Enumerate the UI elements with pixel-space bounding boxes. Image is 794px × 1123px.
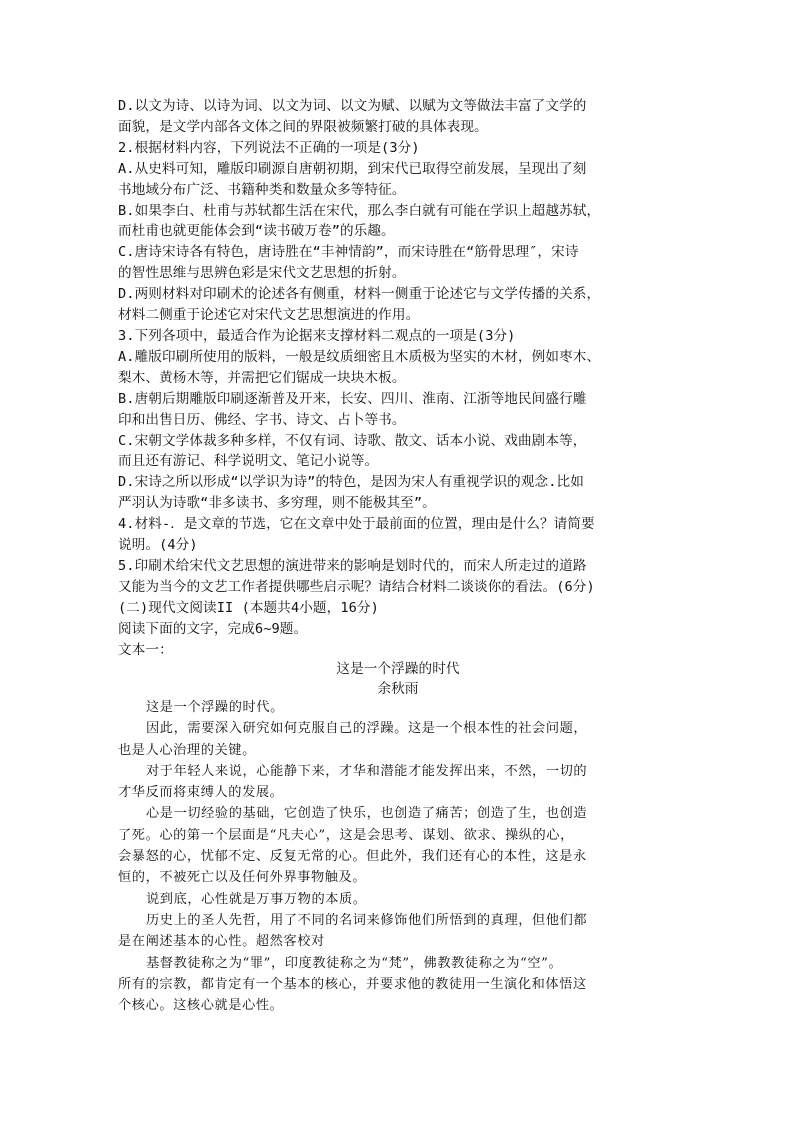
text-line: 印和出售日历、佛经、字书、诗文、占卜等书。 bbox=[118, 411, 406, 428]
text-line: A.雕版印刷所使用的版料，一般是纹质细密且木质极为坚实的木材，例如枣木、 bbox=[118, 348, 601, 365]
text-line: D.两则材料对印刷术的论述各有侧重，材料一侧重于论述它与文学传播的关系， bbox=[118, 286, 601, 303]
passage-line: 对于年轻人来说，心能静下来，才华和潜能才能发挥出来，不然，一切的 bbox=[146, 763, 588, 779]
text-line: C.唐诗宋诗各有特色，唐诗胜在“丰神情韵”，而宋诗胜在“筋骨思理″，宋诗 bbox=[118, 244, 579, 261]
text-line: 材料二侧重于论述它对宋代文艺思想演进的作用。 bbox=[118, 307, 420, 324]
text-line: 阅读下面的文字，完成6~9题。 bbox=[118, 620, 308, 637]
text-line: 的智性思维与思辨色彩是宋代文艺思想的折射。 bbox=[118, 265, 406, 282]
passage-line: 恒的，不被死亡以及任何外界事物触及。 bbox=[118, 870, 367, 886]
text-line: D.以文为诗、以诗为词、以文为词、以文为赋、以赋为文等做法丰富了文学的 bbox=[118, 98, 587, 114]
passage-line: 基督教徒称之为“罪”，印度教徒称之为“梵”，佛教教徒称之为“空”。 bbox=[146, 955, 563, 971]
text-line: 3.下列各项中，最适合作为论据来支撑材料二观点的一项是(3分) bbox=[118, 327, 516, 344]
text-line: 4.材料-．是文章的节选，它在文章中处于最前面的位置，理由是什么？请简要 bbox=[118, 516, 595, 533]
text-line: B.唐朝后期雕版印刷逐渐普及开来，长安、四川、淮南、江浙等地民间盛行雕 bbox=[118, 390, 587, 407]
text-line: 而杜甫也就更能体会到“读书破万卷”的乐趣。 bbox=[118, 223, 395, 240]
text-line: 2.根据材料内容，下列说法不正确的一项是(3分) bbox=[118, 139, 420, 156]
passage-line: 因此，需要深入研究如何克服自己的浮躁。这是一个根本性的社会问题， bbox=[146, 721, 588, 737]
text-line: D.宋诗之所以形成“以学识为诗”的特色，是因为宋人有重视学识的观念.比如 bbox=[118, 474, 584, 491]
passage-line: 历史上的圣人先哲，用了不同的名词来修饰他们所悟到的真理，但他们都 bbox=[146, 912, 588, 928]
text-line: 面貌，是文学内部各文体之间的界限被频繁打破的具体表现。 bbox=[118, 118, 488, 135]
passage-line: 是在阐述基本的心性。超然客校对 bbox=[118, 934, 325, 950]
passage-line: 说到底，心性就是万事万物的本质。 bbox=[146, 891, 367, 907]
text-line: 梨木、黄杨木等，并需把它们锯成一块块木板。 bbox=[118, 369, 406, 386]
passage-line: 才华反而将束缚人的发展。 bbox=[118, 785, 284, 801]
text-line: 5.印刷术给宋代文艺思想的演进带来的影响是划时代的，而宋人所走过的道路 bbox=[118, 557, 587, 574]
text-line: 而且还有游记、科学说明文、笔记小说等。 bbox=[118, 453, 379, 470]
passage-line: 了死。心的第一个层面是“凡夫心”，这是会思考、谋划、欲求、操纵的心， bbox=[118, 827, 574, 843]
text-line: 又能为当今的文艺工作者提供哪些启示呢？请结合材料二谈谈你的看法。(6分) bbox=[118, 578, 595, 595]
passage-line: 这是一个浮躁的时代。 bbox=[146, 700, 284, 715]
passage-line: 个核心。这核心就是心性。 bbox=[118, 998, 284, 1014]
text-line: B.如果李白、杜甫与苏轼都生活在宋代，那么李白就有可能在学识上超越苏轼， bbox=[118, 202, 601, 219]
text-line: C.宋朝文学体裁多种多样，不仅有词、诗歌、散文、话本小说、戏曲剧本等， bbox=[118, 432, 587, 449]
text-line: 文本一： bbox=[118, 641, 173, 658]
question-section bbox=[118, 96, 678, 660]
text-line: 严羽认为诗歌“非多读书、多穷理，则不能极其至”。 bbox=[118, 495, 436, 512]
text-line: A.从史料可知，雕版印刷源自唐朝初期，到宋代已取得空前发展，呈现出了刻 bbox=[118, 160, 587, 177]
text-line: 书地域分布广泛、书籍种类和数量众多等特征。 bbox=[118, 181, 406, 198]
passage-line: 心是一切经验的基础，它创造了快乐，也创造了痛苦；创造了生，也创造 bbox=[146, 806, 588, 822]
article-author: 余秋雨 bbox=[377, 681, 419, 697]
text-line: 说明。(4分) bbox=[118, 537, 198, 554]
article-body bbox=[118, 697, 678, 1016]
article-title: 这是一个浮躁的时代 bbox=[336, 661, 460, 677]
text-line: (二)现代文阅读II (本题共4小题，16分) bbox=[118, 599, 379, 616]
passage-line: 会暴怒的心，忧郁不定、反复无常的心。但此外，我们还有心的本性，这是永 bbox=[118, 849, 587, 865]
passage-line: 所有的宗教，都肯定有一个基本的核心，并要求他的教徒用一生演化和体悟这 bbox=[118, 976, 587, 992]
passage-line: 也是人心治理的关键。 bbox=[118, 742, 256, 758]
